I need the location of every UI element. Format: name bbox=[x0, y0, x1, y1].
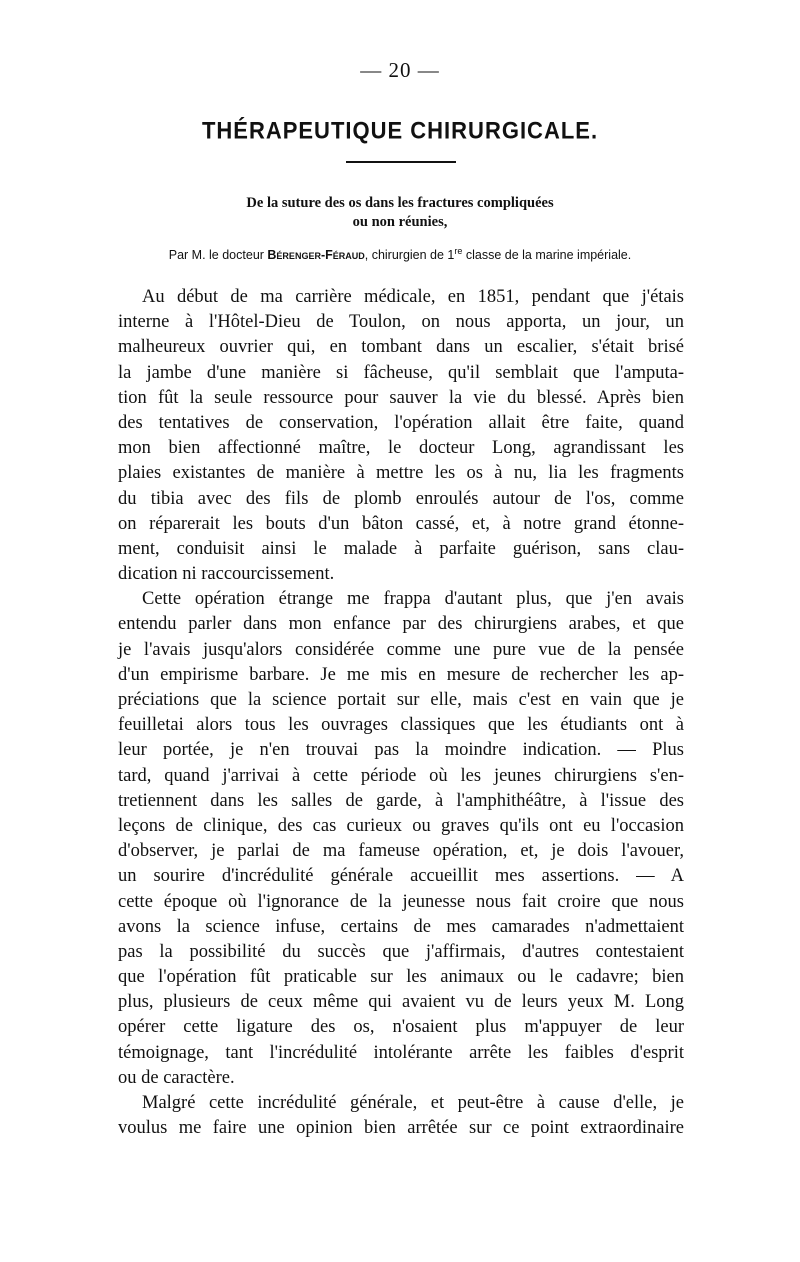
text-line: du tibia avec des fils de plomb enroulés autour de l'os, comme bbox=[118, 488, 684, 509]
section-title: THÉRAPEUTIQUE CHIRURGICALE. bbox=[201, 116, 599, 145]
article-title-line-1: De la suture des os dans les fractures compliquées bbox=[246, 195, 554, 211]
body-text bbox=[118, 285, 684, 1141]
byline-sup: re bbox=[454, 246, 463, 256]
text-line: avons la science infuse, certains de mes camarades n'admettaient bbox=[118, 916, 684, 937]
text-line: tard, quand j'arrivai à cette période où les jeunes chirurgiens s'en- bbox=[118, 765, 684, 786]
text-line: cette époque où l'ignorance de la jeunesse nous fait croire que nous bbox=[118, 891, 684, 912]
text-line: opérer cette ligature des os, n'osaient plus m'appuyer de leur bbox=[118, 1017, 684, 1038]
text-line: plus, plusieurs de ceux même qui avaient vu de leurs yeux M. Long bbox=[118, 992, 684, 1013]
text-line: voulus me faire une opinion bien arrêtée sur ce point extraordinaire bbox=[118, 1118, 684, 1139]
text-line: leçons de clinique, des cas curieux ou graves qu'ils ont eu l'occasion bbox=[118, 815, 684, 836]
article-title bbox=[0, 194, 800, 232]
article-title-line-2: ou non réunies, bbox=[352, 214, 448, 230]
text-line: ou de caractère. bbox=[118, 1067, 235, 1088]
text-line: pas la possibilité du succès que j'affirmais, d'autres contestaient bbox=[118, 941, 684, 962]
title-rule bbox=[346, 161, 456, 163]
text-line: Au début de ma carrière médicale, en 1851, pendant que j'étais bbox=[142, 287, 684, 307]
paragraph bbox=[118, 1091, 684, 1141]
byline bbox=[0, 246, 800, 262]
paragraph bbox=[118, 285, 684, 587]
text-line: un sourire d'incrédulité générale accueillit mes assertions. — A bbox=[118, 866, 684, 887]
text-line: Cette opération étrange me frappa d'autant plus, que j'en avais bbox=[142, 589, 684, 610]
text-line: on réparerait les bouts d'un bâton cassé, et, à notre grand étonne- bbox=[118, 513, 684, 534]
text-line: tion fût la seule ressource pour sauver la vie du blessé. Après bien bbox=[118, 387, 684, 408]
text-line: tretiennent dans les salles de garde, à l'amphithéâtre, à l'issue des bbox=[118, 790, 684, 811]
text-line: des tentatives de conservation, l'opération allait être faite, quand bbox=[118, 412, 684, 433]
text-line: entendu parler dans mon enfance par des chirurgiens arabes, et que bbox=[118, 614, 684, 635]
text-line: d'observer, je parlai de ma fameuse opération, et, je dois l'avouer, bbox=[118, 841, 684, 862]
byline-prefix: Par M. le docteur bbox=[168, 248, 268, 263]
text-line: ment, conduisit ainsi le malade à parfaite guérison, sans clau- bbox=[118, 538, 684, 559]
text-line: je l'avais jusqu'alors considérée comme une pure vue de la pensée bbox=[118, 639, 684, 660]
text-line: Malgré cette incrédulité générale, et peut-être à cause d'elle, je bbox=[142, 1093, 684, 1113]
text-line: leur portée, je n'en trouvai pas la moindre indication. — Plus bbox=[118, 740, 684, 761]
byline-author: Bérenger-Féraud bbox=[267, 248, 365, 263]
text-line: préciations que la science portait sur elle, mais c'est en vain que je bbox=[118, 690, 684, 710]
text-line: feuilletai alors tous les ouvrages classiques que les étudiants ont à bbox=[118, 715, 684, 736]
text-line: plaies existantes de manière à mettre les os à nu, lia les fragments bbox=[118, 463, 684, 484]
paragraph bbox=[118, 587, 684, 1091]
text-line: interne à l'Hôtel-Dieu de Toulon, on nous apporta, un jour, un bbox=[118, 312, 684, 333]
text-line: d'un empirisme barbare. Je me mis en mesure de rechercher les ap- bbox=[118, 664, 684, 685]
text-line: que l'opération fût praticable sur les animaux ou le cadavre; bien bbox=[118, 967, 684, 988]
text-line: la jambe d'une manière si fâcheuse, qu'il semblait que l'amputa- bbox=[118, 362, 684, 383]
text-line: malheureux ouvrier qui, en tombant dans un escalier, s'était brisé bbox=[118, 337, 684, 358]
text-line: dication ni raccourcissement. bbox=[118, 564, 335, 585]
byline-suffix: classe de la marine impériale. bbox=[462, 248, 632, 263]
text-line: témoignage, tant l'incrédulité intolérante arrête les faibles d'esprit bbox=[118, 1042, 684, 1063]
text-line: mon bien affectionné maître, le docteur Long, agrandissant les bbox=[118, 438, 684, 459]
byline-middle: , chirurgien de 1 bbox=[364, 248, 455, 263]
page-number: — 20 — bbox=[360, 58, 440, 82]
